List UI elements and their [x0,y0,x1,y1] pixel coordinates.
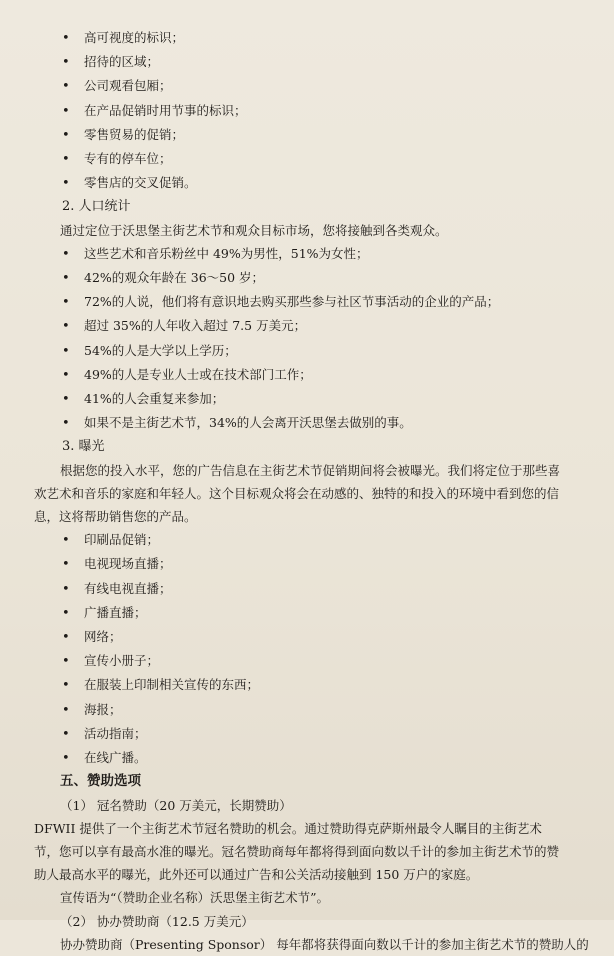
list-item: • 如果不是主街艺术节，34%的人会离开沃思堡去做别的事。 [62,411,584,435]
list-item: • 高可视度的标识； [62,26,584,50]
list-item: • 专有的停车位； [62,147,584,171]
exposure-list [62,528,584,770]
exposure-paragraph-line: 息，这将帮助销售您的产品。 [34,509,197,525]
list-item: • 在产品促销时用节事的标识； [62,99,584,123]
benefits-list [62,26,584,195]
list-item: • 海报； [62,698,584,722]
list-item: • 这些艺术和音乐粉丝中 49%为男性，51%为女性； [62,242,584,266]
title-sponsor-paragraph-line: 助人最高水平的曝光，此外还可以通过广告和公关活动接触到 150 万户的家庭。 [34,867,479,883]
list-item: • 有线电视直播； [62,577,584,601]
list-item: • 印刷品促销； [62,528,584,552]
exposure-paragraph-line: 欢艺术和音乐的家庭和年轻人。这个目标观众将会在动感的、独特的和投入的环境中看到您的信 [34,485,560,501]
list-item: • 49%的人是专业人士或在技术部门工作； [62,363,584,387]
title-sponsor-heading: （1） 冠名赞助（20 万美元，长期赞助） [60,797,292,813]
exposure-paragraph-line: 根据您的投入水平，您的广告信息在主街艺术节促销期间将会被曝光。我们将定位于那些喜 [60,462,561,478]
list-item: • 活动指南； [62,722,584,746]
title-sponsor-paragraph-line: DFWII 提供了一个主街艺术节冠名赞助的机会。通过赞助得克萨斯州最令人瞩目的主街艺术 [34,820,542,836]
section-heading-exposure: 3. 曝光 [62,439,105,455]
section-heading-sponsorship-options: 五、赞助选项 [60,773,141,790]
list-item: • 网络； [62,625,584,649]
list-item: • 42%的观众年龄在 36～50 岁； [62,266,584,290]
list-item: • 宣传小册子； [62,649,584,673]
list-item: • 54%的人是大学以上学历； [62,339,584,363]
list-item: • 41%的人会重复来参加； [62,387,584,411]
list-item: • 广播直播； [62,601,584,625]
list-item: • 在服装上印制相关宣传的东西； [62,673,584,697]
title-sponsor-slogan: 宣传语为“（赞助企业名称）沃思堡主街艺术节”。 [60,890,330,906]
presenting-sponsor-heading: （2） 协办赞助商（12.5 万美元） [60,913,254,929]
list-item: • 电视现场直播； [62,552,584,576]
list-item: • 在线广播。 [62,746,584,770]
title-sponsor-paragraph-line: 节，您可以享有最高水准的曝光。冠名赞助商每年都将得到面向数以千计的参加主街艺术节的赞 [34,843,560,859]
presenting-sponsor-paragraph-line: 协办赞助商（Presenting Sponsor） 每年都将获得面向数以千计的参加主街艺术节的赞助人的 [60,936,589,952]
list-item: • 招待的区域； [62,50,584,74]
list-item: • 零售贸易的促销； [62,123,584,147]
list-item: • 72%的人说，他们将有意识地去购买那些参与社区节事活动的企业的产品； [62,290,584,314]
section-heading-demographics: 2. 人口统计 [62,199,131,215]
demographics-intro: 通过定位于沃思堡主街艺术节和观众目标市场，您将接触到各类观众。 [60,222,448,238]
demographics-list [62,242,584,436]
list-item: • 公司观看包厢； [62,74,584,98]
list-item: • 超过 35%的人年收入超过 7.5 万美元； [62,314,584,338]
list-item: • 零售店的交叉促销。 [62,171,584,195]
